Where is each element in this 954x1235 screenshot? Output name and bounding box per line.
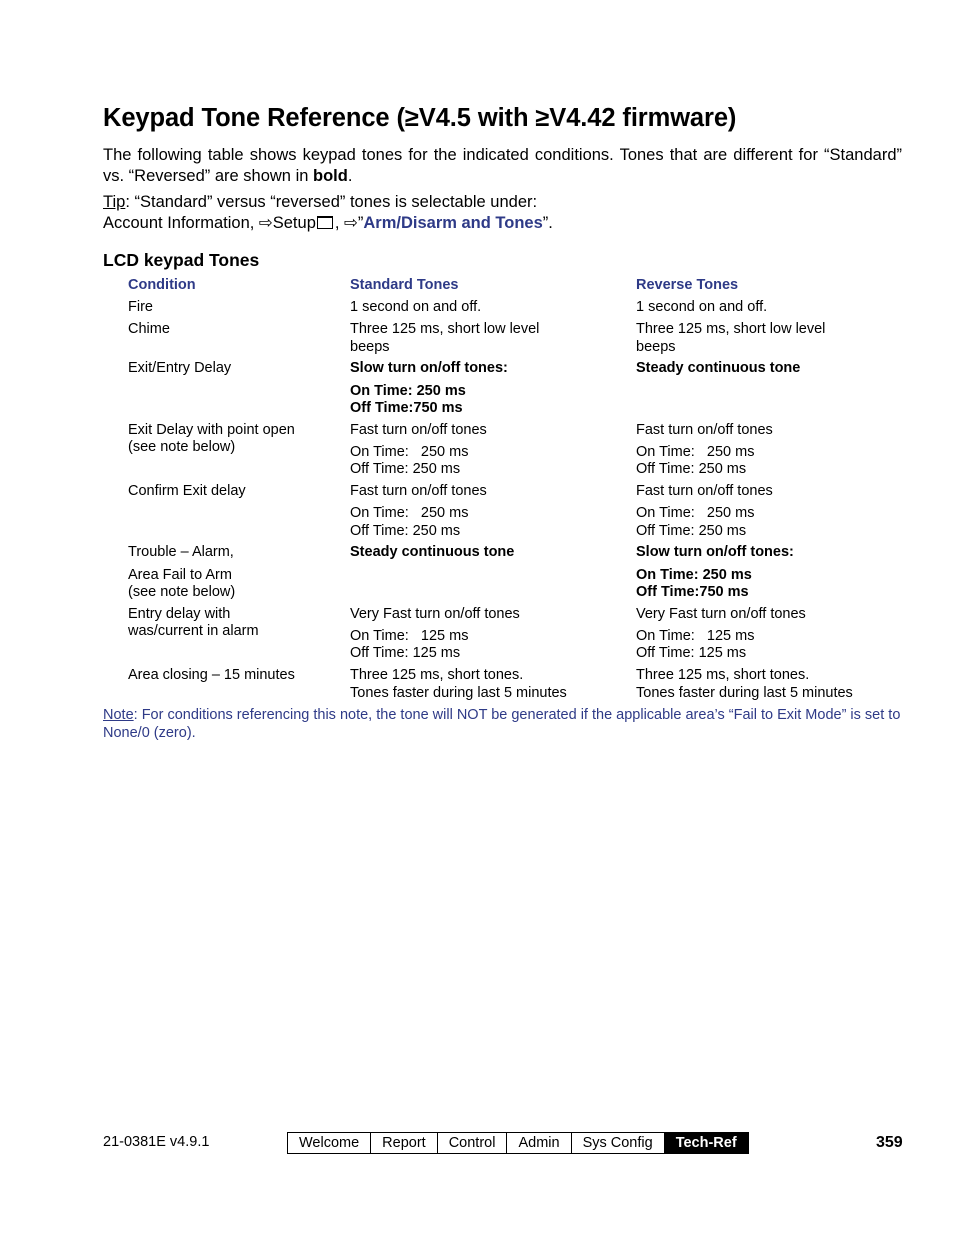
- arrow-right-icon: ⇨: [344, 214, 358, 232]
- standard-cell: Three 125 ms, short tones.: [350, 667, 524, 683]
- column-header-condition: Condition: [128, 277, 196, 293]
- reverse-cell: Very Fast turn on/off tones: [636, 606, 806, 622]
- standard-cell-line2: Tones faster during last 5 minutes: [350, 685, 567, 701]
- reverse-cell: Fast turn on/off tones: [636, 483, 773, 499]
- tip-label: Tip: [103, 193, 126, 211]
- column-header-standard: Standard Tones: [350, 277, 459, 293]
- standard-off-time: Off Time: 250 ms: [350, 461, 461, 477]
- reverse-cell: Slow turn on/off tones:: [636, 544, 794, 560]
- reverse-on-time: On Time: 250 ms: [636, 444, 755, 460]
- standard-cell: Three 125 ms, short low level: [350, 321, 540, 337]
- standard-cell: Fast turn on/off tones: [350, 483, 487, 499]
- tab-control[interactable]: Control: [438, 1133, 508, 1153]
- standard-cell-line2: beeps: [350, 339, 390, 355]
- tip-separator: ,: [334, 214, 345, 232]
- standard-cell: Fast turn on/off tones: [350, 422, 487, 438]
- condition-cell: Exit/Entry Delay: [128, 360, 232, 376]
- reverse-cell-line2: Tones faster during last 5 minutes: [636, 685, 853, 701]
- reverse-on-time: On Time: 250 ms: [636, 567, 752, 583]
- standard-cell: Very Fast turn on/off tones: [350, 606, 520, 622]
- tab-welcome[interactable]: Welcome: [288, 1133, 371, 1153]
- standard-on-time: On Time: 250 ms: [350, 444, 469, 460]
- section-title: LCD keypad Tones: [103, 250, 260, 270]
- standard-off-time: Off Time: 125 ms: [350, 645, 461, 661]
- tip-block: [103, 192, 553, 234]
- footer-nav: [287, 1132, 749, 1154]
- reverse-cell-line2: beeps: [636, 339, 676, 355]
- reverse-cell: Three 125 ms, short low level: [636, 321, 826, 337]
- note-label: Note: [103, 707, 134, 723]
- condition-cell: Exit Delay with point open: [128, 422, 295, 438]
- column-header-reverse: Reverse Tones: [636, 277, 739, 293]
- condition-cell-line3: (see note below): [128, 584, 236, 600]
- standard-off-time: Off Time: 250 ms: [350, 523, 461, 539]
- condition-cell: Chime: [128, 321, 170, 337]
- condition-cell-line2: was/current in alarm: [128, 623, 259, 639]
- reverse-cell: Fast turn on/off tones: [636, 422, 773, 438]
- tip-quote-open: ”: [357, 214, 364, 232]
- arm-disarm-tones-link[interactable]: Arm/Disarm and Tones: [363, 214, 543, 232]
- tab-admin[interactable]: Admin: [507, 1133, 571, 1153]
- standard-cell: Slow turn on/off tones:: [350, 360, 508, 376]
- condition-cell: Area closing – 15 minutes: [128, 667, 295, 683]
- note-block: [103, 707, 903, 742]
- arrow-right-icon: ⇨: [258, 214, 273, 232]
- condition-cell: Fire: [128, 299, 153, 315]
- tab-tech-ref[interactable]: Tech-Ref: [665, 1133, 748, 1153]
- reverse-cell: Three 125 ms, short tones.: [636, 667, 810, 683]
- standard-cell: Steady continuous tone: [350, 544, 515, 560]
- intro-paragraph: [103, 145, 902, 187]
- tab-sys-config[interactable]: Sys Config: [572, 1133, 665, 1153]
- intro-bold-word: bold: [313, 167, 348, 185]
- standard-cell: 1 second on and off.: [350, 299, 482, 315]
- intro-end: .: [347, 167, 353, 185]
- standard-on-time: On Time: 250 ms: [350, 383, 466, 399]
- tip-path-prefix: Account Information,: [103, 214, 259, 232]
- reverse-off-time: Off Time: 250 ms: [636, 461, 747, 477]
- reverse-cell: Steady continuous tone: [636, 360, 801, 376]
- reverse-off-time: Off Time: 125 ms: [636, 645, 747, 661]
- folder-icon: [317, 216, 333, 229]
- condition-cell: Entry delay with: [128, 606, 231, 622]
- note-text: : For conditions referencing this note, the tone will NOT be generated if the applicable area’s “Fail to Exit Mode” is set to None/0 (zero).: [103, 707, 901, 741]
- reverse-on-time: On Time: 125 ms: [636, 628, 755, 644]
- page-title: Keypad Tone Reference (≥V4.5 with ≥V4.42 firmware): [103, 104, 737, 132]
- condition-cell-line2: Area Fail to Arm: [128, 567, 232, 583]
- standard-on-time: On Time: 125 ms: [350, 628, 469, 644]
- reverse-off-time: Off Time:750 ms: [636, 584, 749, 600]
- reverse-on-time: On Time: 250 ms: [636, 505, 755, 521]
- page-number: 359: [876, 1134, 903, 1151]
- tip-quote-close: ”.: [542, 214, 553, 232]
- tip-text: : “Standard” versus “reversed” tones is selectable under:: [125, 193, 538, 211]
- condition-cell: Confirm Exit delay: [128, 483, 246, 499]
- condition-cell-line2: (see note below): [128, 439, 236, 455]
- tab-report[interactable]: Report: [371, 1133, 438, 1153]
- condition-cell: Trouble – Alarm,: [128, 544, 234, 560]
- reverse-off-time: Off Time: 250 ms: [636, 523, 747, 539]
- standard-off-time: Off Time:750 ms: [350, 400, 463, 416]
- intro-text: The following table shows keypad tones for the indicated conditions. Tones that are different for “Standard” vs. “Reversed” are shown in: [103, 146, 902, 185]
- document-id: 21-0381E v4.9.1: [103, 1134, 210, 1150]
- tip-setup: Setup: [272, 214, 316, 232]
- standard-on-time: On Time: 250 ms: [350, 505, 469, 521]
- reverse-cell: 1 second on and off.: [636, 299, 768, 315]
